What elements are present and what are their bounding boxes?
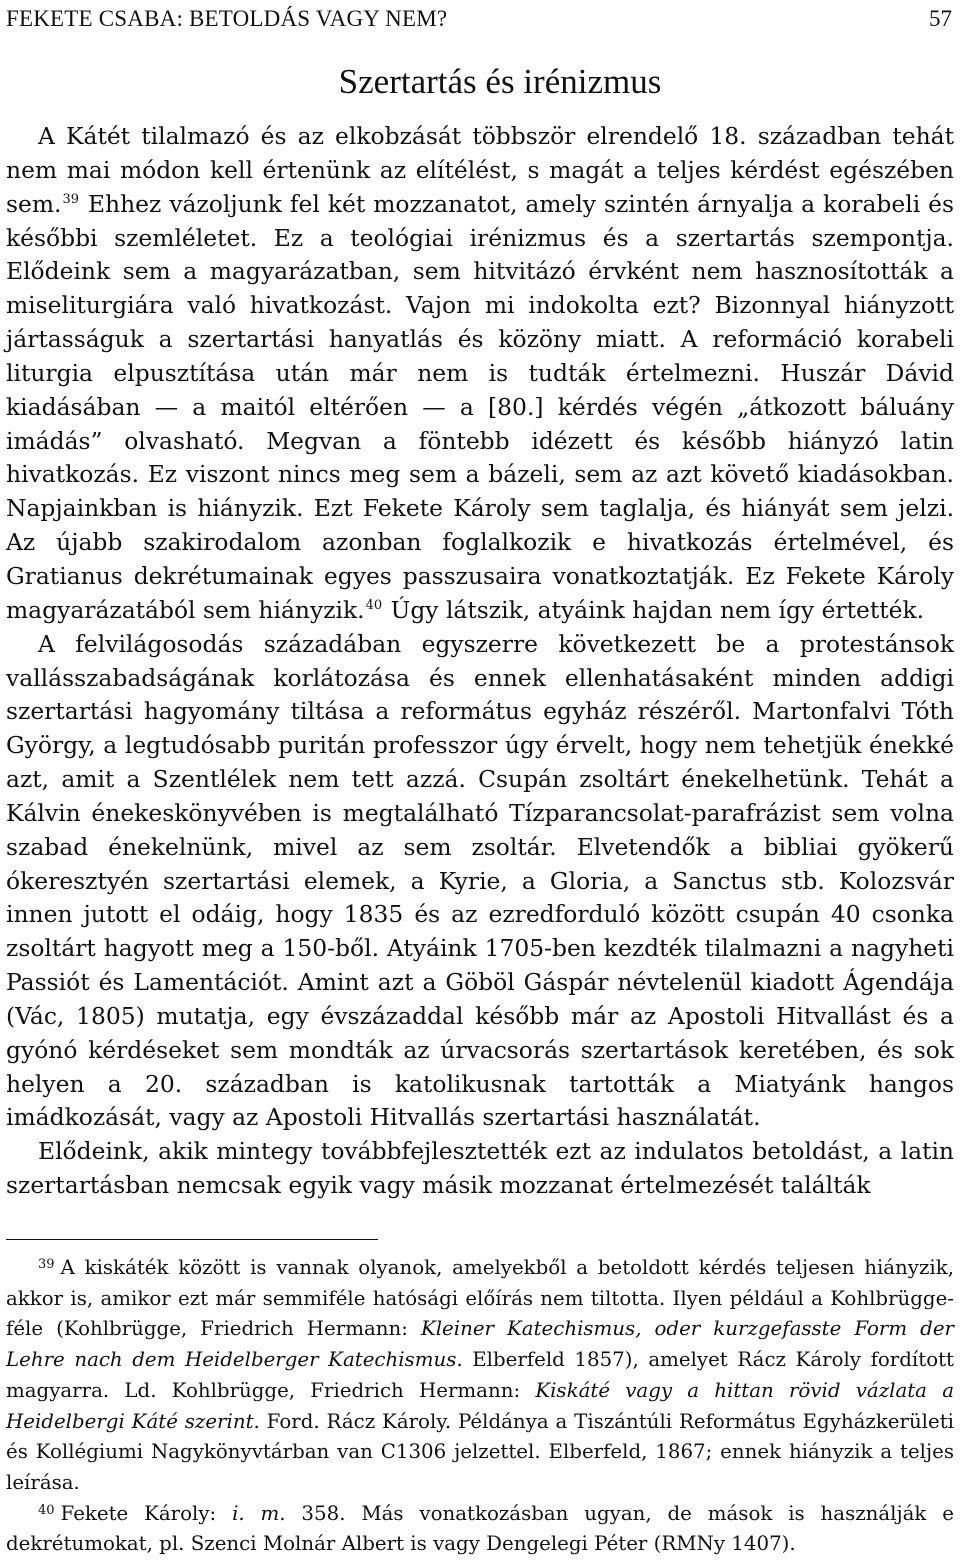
running-header <box>6 2 952 38</box>
footnote-ref-40[interactable]: 40 <box>365 597 383 613</box>
section-title: Szertartás és irénizmus <box>338 62 662 101</box>
body-text <box>6 120 954 1203</box>
footnote-39 <box>6 1253 954 1499</box>
footnote-number-39: 39 <box>38 1257 55 1272</box>
footnote-39-title-2: Kiskáté vagy a hittan rövid vázlata a Heidelbergi Káté szerint. <box>6 1378 954 1433</box>
footnote-40-ibid: i. m. <box>232 1501 286 1525</box>
footnote-separator <box>6 1239 378 1240</box>
footnote-39-text-2: Elberfeld 1857), amelyet Rácz Károly fordított magyarra. Ld. Kohlbrügge, Friedrich Hermann: <box>6 1348 954 1402</box>
footnotes <box>6 1253 954 1560</box>
paragraph-2: A felvilágosodás századában egyszerre következett be a protestánsok vallásszabadságának korlátozása és ennek ellenhatásaként minden addigi szertartási hagyomány tiltása a református egyház részéről. Martonfalvi Tóth György, a legtudósabb puritán professzor úgy érvelt, hogy nem tehetjük énekké azt, amit a Szentlélek nem tett azzá. Csupán zsoltárt énekelhetünk. Tehát a Kálvin énekeskönyvében is megtalálható Tízparancsolat-parafrázist sem volna szabad énekelnünk, mivel az sem zsoltár. Elvetendők a bibliai gyökerű ókeresztyén szertartási elemek, a Kyrie, a Gloria, a Sanctus stb. Kolozsvár innen jutott el odáig, hogy 1835 és az ezredforduló között csupán 40 csonka zsoltárt hagyott meg a 150-ből. Atyáink 1705-ben kezdték tilalmazni a nagyheti Passiót és Lamentációt. Amint azt a Göböl Gáspár névtelenül kiadott Ágendája (Vác, 1805) mutatja, egy évszázaddal később már az Apostoli Hitvallást és a gyónó kérdéseket sem mondták az úrvacsorás szertartások keretében, és sok helyen a 20. században is katolikusnak tartották a Miatyánk hangos imádkozását, vagy az Apostoli Hitvallás szertartási használatát. <box>6 629 954 1132</box>
paragraph-1-part-a: A Kátét tilalmazó és az elkobzását többször elrendelő 18. században tehát nem mai módon kell értenünk az elítélést, s magát a teljes kérdést egészében sem. <box>6 122 954 218</box>
footnote-number-40: 40 <box>38 1502 55 1518</box>
footnote-39-text-1: A kiskáték között is vannak olyanok, amelyekből a betoldott kérdés teljesen hiányzik, akkor is, amikor ezt már semmiféle hatósági előírás nem tiltotta. Ilyen például a Kohlbrügge-féle (Kohlbrügge, Friedrich Hermann: <box>6 1256 954 1341</box>
paragraph-1-part-b: Ehhez vázoljunk fel két mozzanatot, amely szintén árnyalja a korabeli és későbbi szemléletet. Ez a teológiai irénizmus és a szertartás szempontja. Elődeink sem a magyarázatban, sem hitvitázó érvként nem hasznosították a miseliturgiára való hivatkozást. Vajon mi indokolta ezt? Bizonnyal hiányzott jártasságuk a szertartási hanyatlás és közöny miatt. A reformáció korabeli liturgia elpusztítása után már nem is tudták értelmezni. Huszár Dávid kiadásában — a maitól eltérően — a [80.] kérdés végén „átkozott báluány imádás” olvasható. Megvan a föntebb idézett és később hiányzó latin hivatkozás. Ez viszont nincs meg sem a bázeli, sem az azt követő kiadásokban. Napjainkban is hiányzik. Ezt Fekete Károly sem taglalja, és hiányát sem jelzi. Az újabb szakirodalom azonban foglalkozik e hivatkozás értelmével, és Gratianus dekrétumainak egyes passzusaira vonatkoztatják. Ez Fekete Károly magyarázatából sem hiányzik. <box>6 189 954 624</box>
footnote-ref-39[interactable]: 39 <box>62 191 80 207</box>
paragraph-3: Elődeink, akik mintegy továbbfejlesztették ezt az indulatos betoldást, a latin szertartásban nemcsak egyik vagy másik mozzanat értelmezését találták <box>6 1137 954 1200</box>
page-number: 57 <box>929 6 952 31</box>
footnote-40 <box>6 1499 954 1560</box>
footnote-39-title-1: Kleiner Katechismus, oder kurzgefasste Form der Lehre nach dem Heidelberger Katechismus. <box>6 1317 955 1372</box>
paragraph-1-part-c: Úgy látszik, atyáink hajdan nem így értették. <box>383 595 925 624</box>
running-title: FEKETE CSABA: BETOLDÁS VAGY NEM? <box>6 6 448 31</box>
footnote-40-text-2: 358. Más vonatkozásban ugyan, de mások is használják e dekrétumokat, pl. Szenci Molnár Albert is vagy Dengelegi Péter (RMNy 1407). <box>6 1501 954 1556</box>
paragraph-1 <box>6 120 954 628</box>
footnote-39-text-3: Ford. Rácz Károly. Példánya a Tiszántúli Református Egyházkerületi és Kollégiumi Nagykönyvtárban van C1306 jelzettel. Elberfeld, 1867; ennek hiányzik a teljes leírása. <box>6 1409 954 1494</box>
footnote-40-text-1: Fekete Károly: <box>60 1501 233 1525</box>
